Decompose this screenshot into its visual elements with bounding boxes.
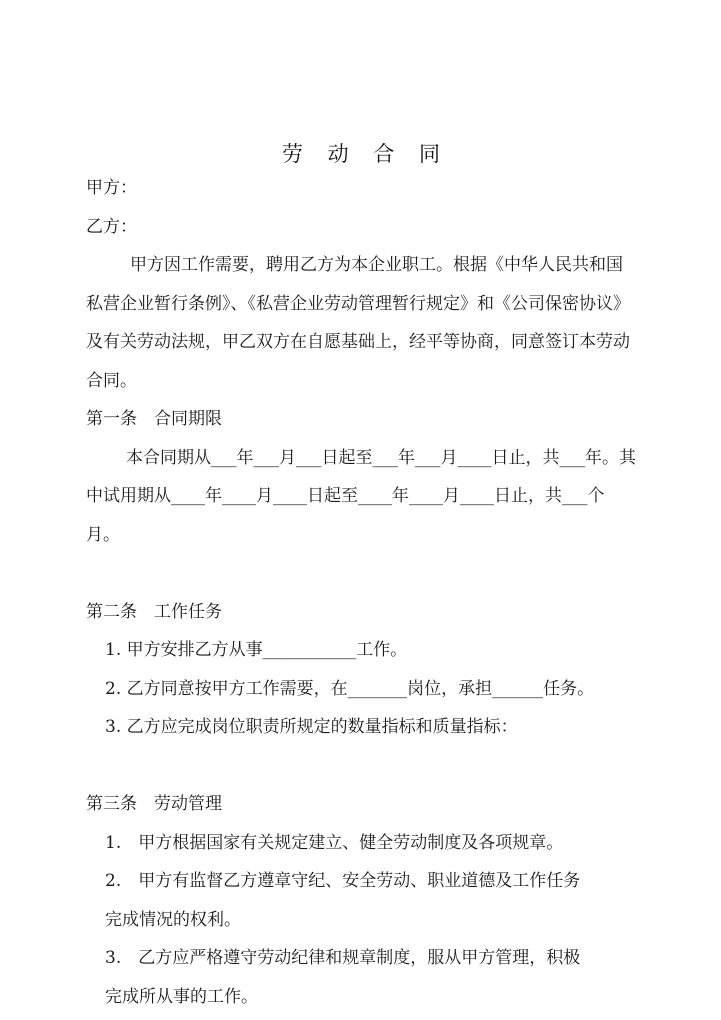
section-spacer: [86, 747, 636, 786]
preamble-paragraph: 甲方因工作需要，聘用乙方为本企业职工。根据《中华人民共和国私营企业暂行条例》、《私营企业劳动管理暂行规定》和《公司保密协议》及有关劳动法规，甲乙双方在自愿基础上，经平等协商，同意签订本劳动合同。: [86, 255, 630, 391]
clause-2-heading: 第二条 工作任务: [86, 601, 222, 622]
page-title: 劳 动 合 同: [281, 142, 450, 166]
clause-2-item-3: 3. 乙方应完成岗位职责所规定的数量指标和质量指标：: [105, 717, 518, 737]
clause-2-item-2: 2. 乙方同意按甲方工作需要，在_______岗位，承担______任务。: [105, 678, 595, 699]
clause-3-item-2: 2. 甲方有监督乙方遵章守纪、安全劳动、职业道德及工作任务: [105, 871, 581, 891]
clause-3-item-3-continued: 完成所从事的工作。: [105, 986, 258, 1007]
clause-3-item-3: 3. 乙方应严格遵守劳动纪律和规章制度，服从甲方管理，积极: [105, 948, 581, 968]
party-a-label: 甲方：: [86, 178, 137, 198]
clause-3-item-1: 1. 甲方根据国家有关规定建立、健全劳动制度及各项规章。: [105, 832, 564, 853]
clause-1-heading: 第一条 合同期限: [86, 409, 222, 429]
document-body: [86, 0, 636, 1016]
section-spacer: [86, 554, 636, 593]
party-b-label: 乙方：: [86, 216, 137, 237]
clause-1-paragraph: 本合同期从___年___月___日起至___年___月____日止，共___年。其中试用期从____年____月____日起至____年____月____日止，共___个月。: [86, 447, 636, 545]
clause-3-item-2-continued: 完成情况的权利。: [105, 909, 241, 930]
clause-3-heading: 第三条 劳动管理: [86, 794, 222, 814]
clause-2-item-1: 1. 甲方安排乙方从事___________工作。: [105, 640, 408, 660]
